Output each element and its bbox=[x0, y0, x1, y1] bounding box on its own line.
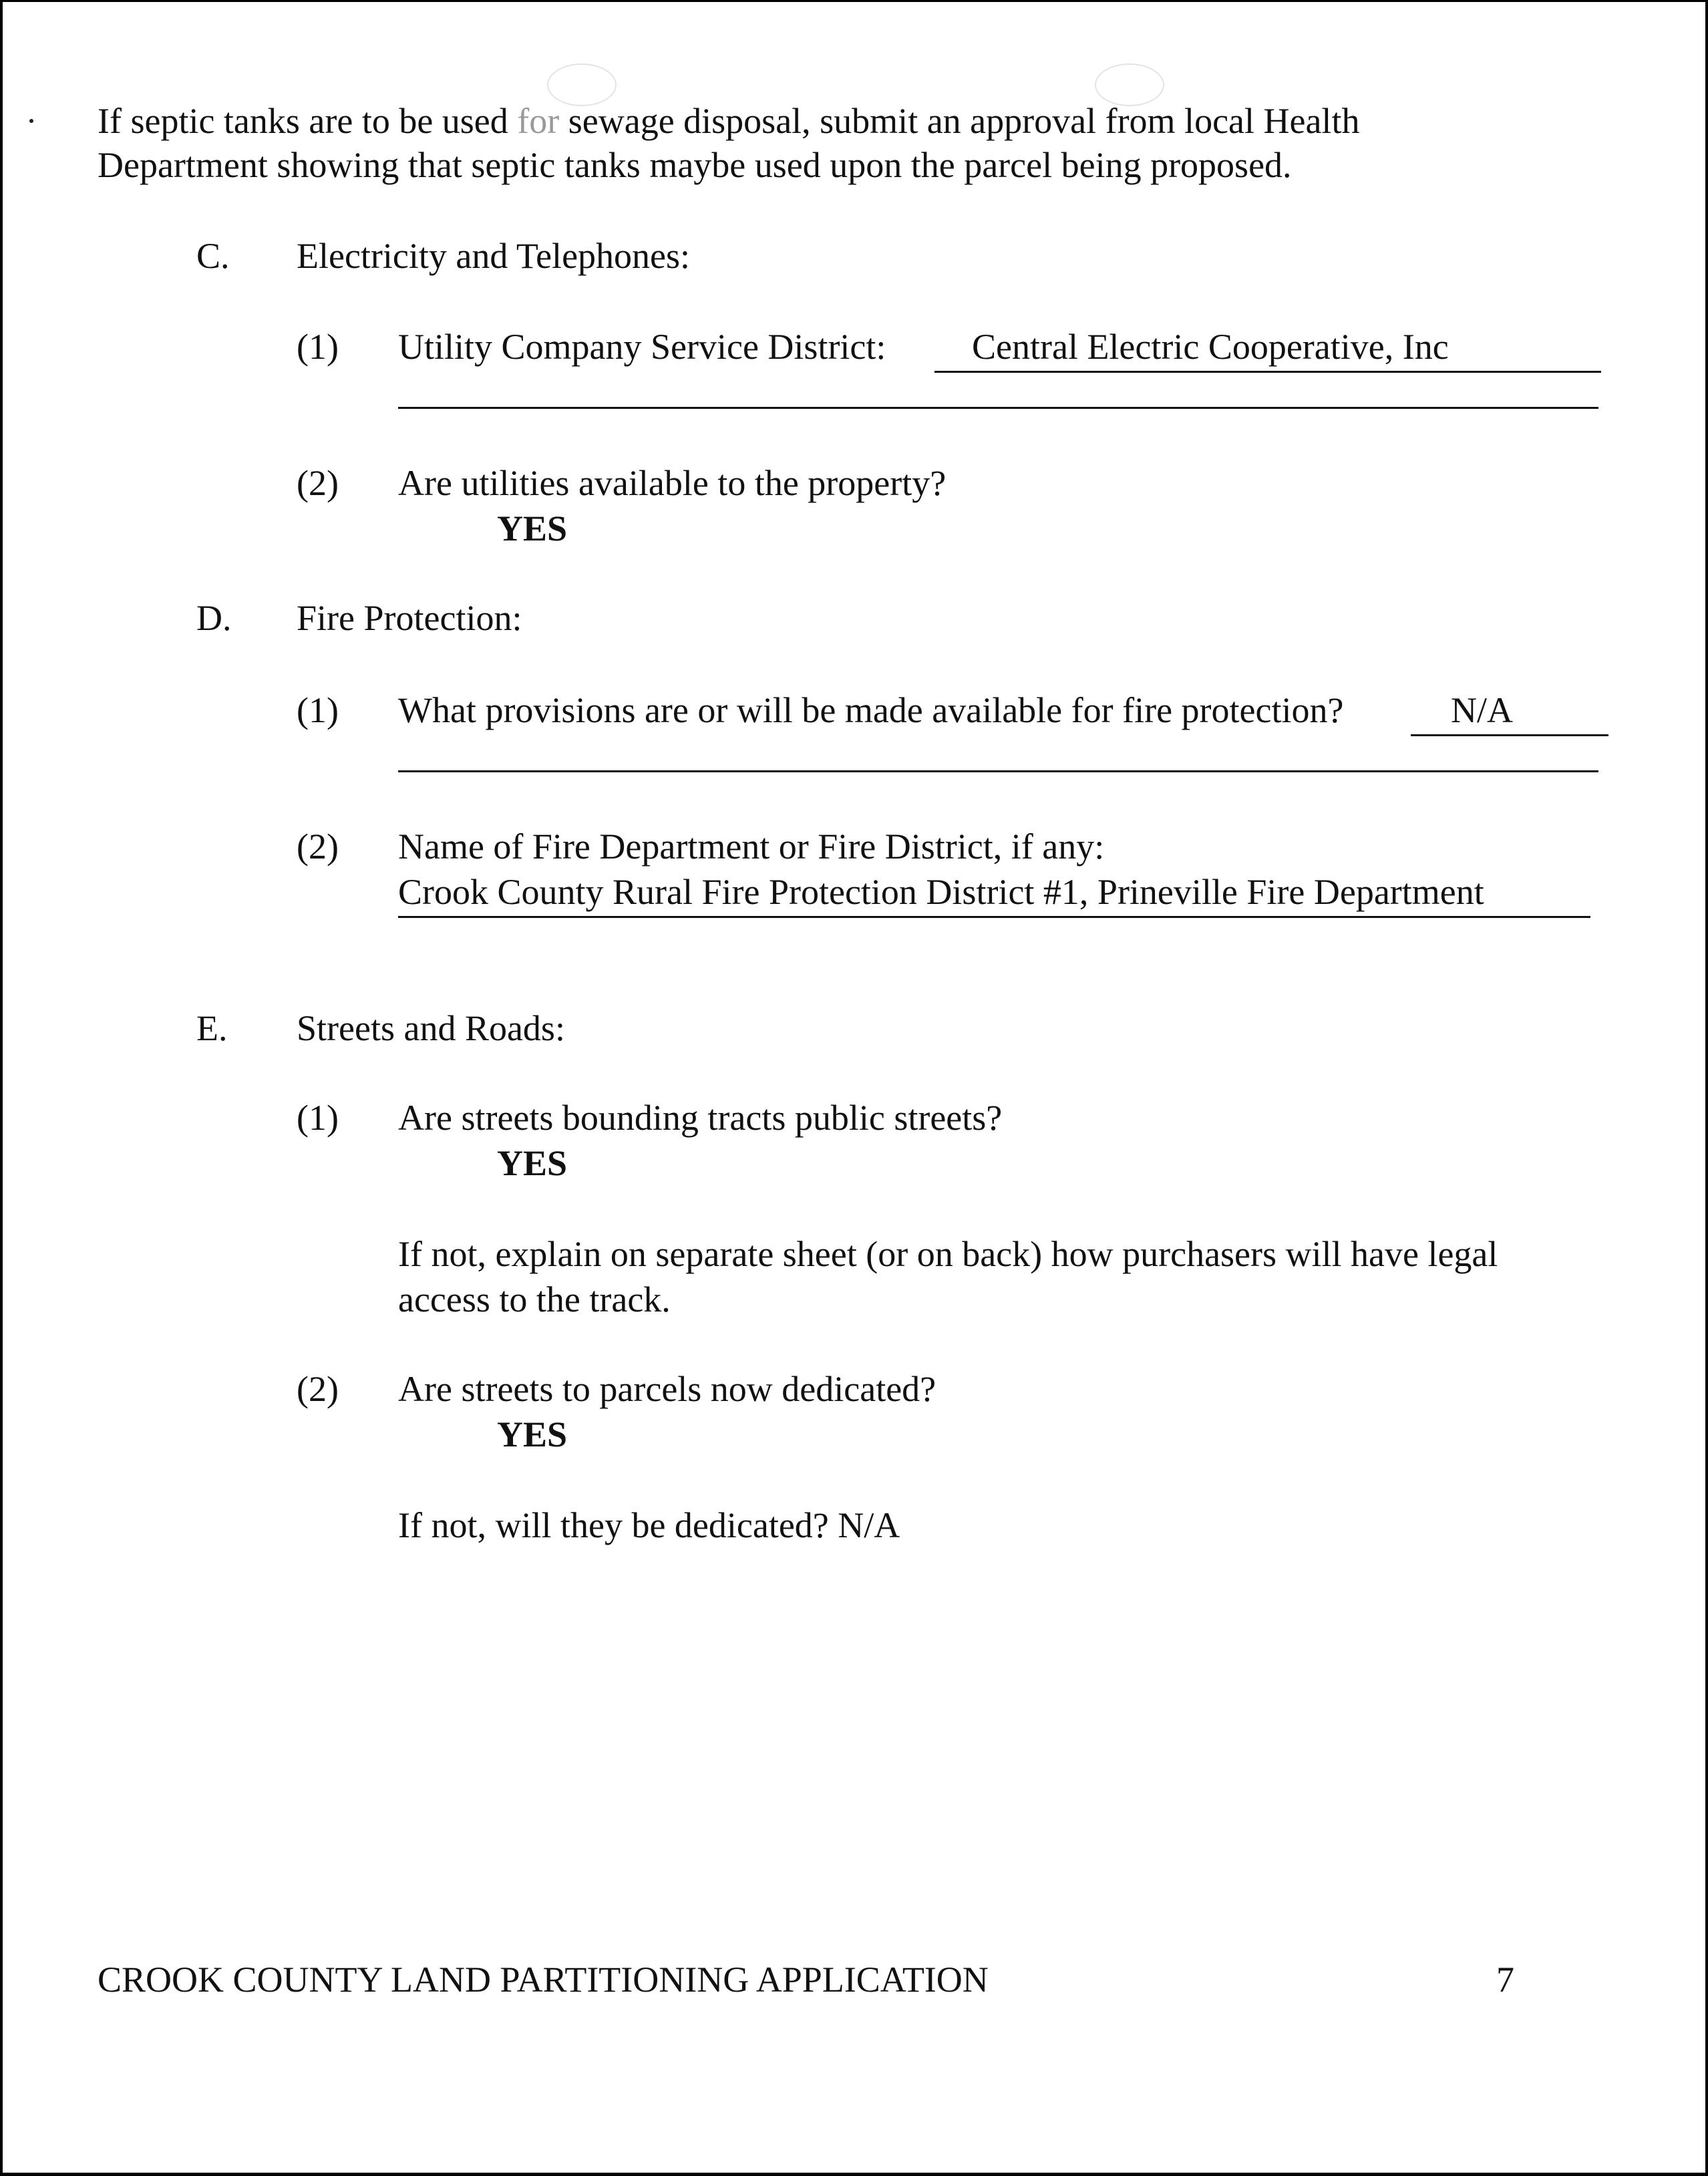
intro-line-1 bbox=[98, 98, 1359, 144]
section-e-q1-number: (1) bbox=[297, 1098, 339, 1138]
section-c-letter: C. bbox=[196, 236, 230, 276]
utility-district-extra-line bbox=[398, 407, 1598, 409]
section-c-q1-number: (1) bbox=[297, 327, 339, 367]
fire-district-field bbox=[398, 869, 1590, 918]
intro-text-c: approval bbox=[970, 101, 1097, 141]
section-c-q2-label: Are utilities available to the property? bbox=[398, 463, 947, 503]
fire-provisions-field bbox=[1411, 687, 1608, 736]
section-c-q2-answer: YES bbox=[497, 508, 568, 549]
section-d-q2-label: Name of Fire Department or Fire District, if any: bbox=[398, 826, 1105, 867]
section-e-letter: E. bbox=[196, 1008, 228, 1048]
section-e-q1-note-line-1: If not, explain on separate sheet (or on back) how purchasers will have legal bbox=[398, 1234, 1498, 1274]
fire-provisions-value: N/A bbox=[1451, 690, 1513, 730]
intro-text-b: sewage disposal, submit an bbox=[559, 101, 971, 141]
intro-text-a: If septic tanks are to be used bbox=[98, 101, 518, 141]
page-number: 7 bbox=[1496, 1960, 1514, 2000]
section-d-q1-label: What provisions are or will be made available for fire protection? bbox=[398, 690, 1344, 730]
fire-district-value: Crook County Rural Fire Protection District #1, Prineville Fire Department bbox=[398, 872, 1484, 912]
section-c-q1-label: Utility Company Service District: bbox=[398, 327, 886, 367]
utility-district-field bbox=[934, 324, 1601, 373]
intro-text-obscured: for bbox=[517, 101, 560, 141]
fire-provisions-extra-line bbox=[398, 770, 1598, 772]
section-d-q2-number: (2) bbox=[297, 826, 339, 867]
section-e-q2-label: Are streets to parcels now dedicated? bbox=[398, 1369, 936, 1409]
section-d-q1-number: (1) bbox=[297, 690, 339, 730]
section-c-heading: Electricity and Telephones: bbox=[297, 236, 691, 276]
section-c-q2-number: (2) bbox=[297, 463, 339, 503]
section-e-q2-number: (2) bbox=[297, 1369, 339, 1409]
section-e-q1-label: Are streets bounding tracts public streets? bbox=[398, 1098, 1003, 1138]
section-d-heading: Fire Protection: bbox=[297, 598, 522, 638]
section-e-q1-answer: YES bbox=[497, 1143, 568, 1183]
intro-line-2: Department showing that septic tanks maybe used upon the parcel being proposed. bbox=[98, 145, 1292, 185]
footer-title: CROOK COUNTY LAND PARTITIONING APPLICATION bbox=[98, 1960, 989, 2000]
section-e-q2-note: If not, will they be dedicated? N/A bbox=[398, 1505, 900, 1545]
section-e-heading: Streets and Roads: bbox=[297, 1008, 565, 1048]
section-d-letter: D. bbox=[196, 598, 232, 638]
scan-speck bbox=[29, 119, 33, 123]
intro-text-d: from local Health bbox=[1096, 101, 1360, 141]
section-e-q1-note-line-2: access to the track. bbox=[398, 1279, 671, 1319]
utility-district-value: Central Electric Cooperative, Inc bbox=[972, 327, 1449, 367]
section-e-q2-answer: YES bbox=[497, 1414, 568, 1454]
